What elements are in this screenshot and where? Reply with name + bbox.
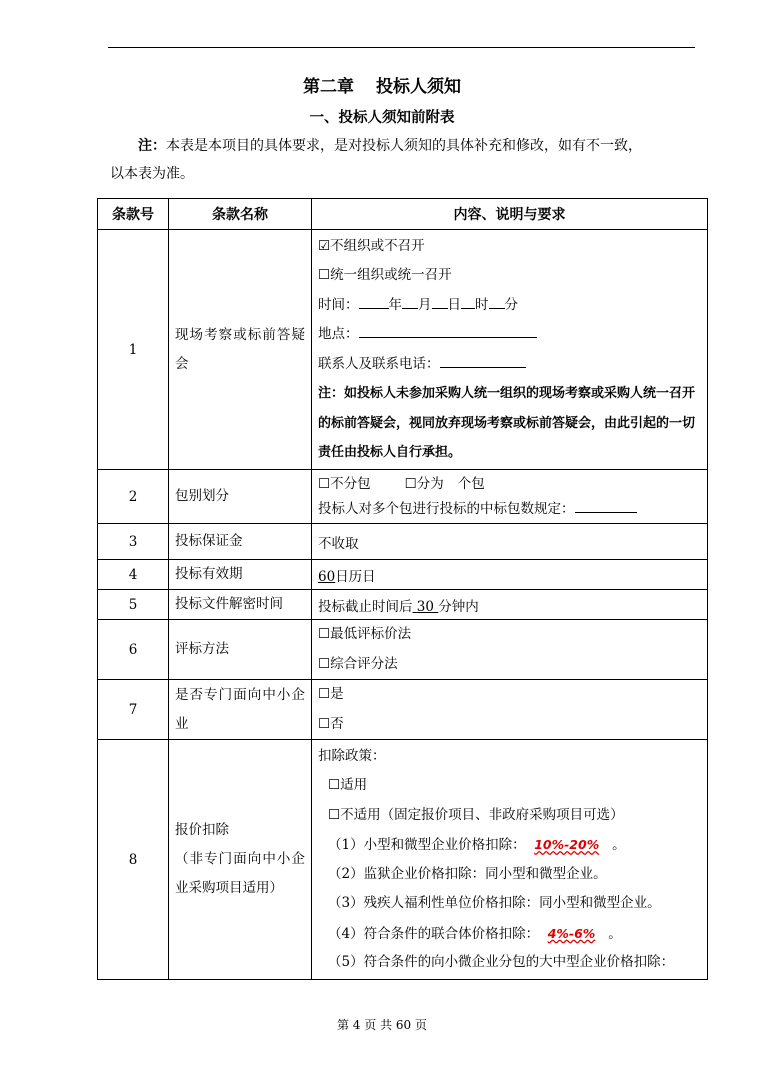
place-line: 地点： [318,320,703,350]
checkbox-option: ☑不组织或不召开 [318,237,425,254]
table-row [98,230,708,470]
header-content: 内容、说明与要求 [312,199,708,230]
clause-name: 评标方法 [169,620,312,680]
table-row [98,590,708,620]
attendance-note: 注：如投标人未参加采购人统一组织的现场考察或采购人统一召开的标前答疑会，视同放弃现场考察或标前答疑会，由此引起的一切责任由投标人自行承担。 [318,386,696,460]
table-row [98,524,708,560]
clause-number: 4 [98,560,169,590]
clause-number: 5 [98,590,169,620]
clause-content [312,230,708,470]
section-title: 一、投标人须知前附表 [309,110,455,126]
policy-label: 扣除政策： [318,747,386,764]
table-header-row [98,199,708,230]
bidder-instructions-table [97,198,708,980]
clause-content: 投标截止时间后 30 分钟内 [312,590,708,620]
checkbox-option: ☐否 [318,715,344,732]
table-row [98,620,708,680]
checkbox-option: ☐不适用（固定报价项目、非政府采购项目可选） [328,806,624,823]
table-row [98,470,708,524]
header-clause-name: 条款名称 [169,199,312,230]
clause-number: 8 [98,740,169,980]
clause-name: 投标保证金 [169,524,312,560]
deduction-item-5: （5）符合条件的向小微企业分包的大中型企业价格扣除： [328,954,675,970]
contact-line: 联系人及联系电话： [318,350,703,380]
page-total: 60 [395,1018,412,1032]
clause-content [312,470,708,524]
page-footer: 第 4 页 共 60 页 [336,1018,428,1032]
header-clause-number: 条款号 [98,199,169,230]
checkbox-option: ☐最低评标价法 [318,626,412,642]
checkbox-option: ☐统一组织或统一召开 [318,267,452,283]
table-row [98,740,708,980]
clause-content: 60日历日 [312,560,708,590]
clause-name: 报价扣除 （非专门面向中小企业采购项目适用） [169,740,312,980]
clause-name: 是否专门面向中小企业 [169,680,312,740]
clause-number: 1 [98,230,169,470]
time-line: 时间： 年 月 日 时 分 [318,291,703,321]
table-row [98,680,708,740]
clause-name: 投标文件解密时间 [169,590,312,620]
deduction-item-2: （2）监狱企业价格扣除：同小型和微型企业。 [328,865,607,882]
deduction-item-4: （4）符合条件的联合体价格扣除： 4%-6% 。 [328,925,622,942]
checkbox-option: ☐是 [318,686,344,702]
checkbox-option: ☐适用 [328,777,368,793]
note-text-1: 本表是本项目的具体要求，是对投标人须知的具体补充和修改，如有不一致， [166,138,642,154]
deduction-rate-consortium: 4%-6% [547,925,596,941]
package-rule: 投标人对多个包进行投标的中标包数规定： [318,496,703,522]
deduction-rate-small: 10%-20% [534,837,600,852]
clause-number: 6 [98,620,169,680]
decrypt-minutes: 30 [416,598,434,615]
clause-number: 7 [98,680,169,740]
clause-name: 包别划分 [169,470,312,524]
page-number: 4 [352,1018,361,1032]
chapter-name: 投标人须知 [376,77,461,97]
package-options: ☐不分包 ☐分为 个包 [318,475,485,492]
note-text-2: 以本表为准。 [110,166,194,182]
chapter-title [0,72,764,97]
clause-name: 投标有效期 [169,560,312,590]
clause-number: 2 [98,470,169,524]
clause-number: 3 [98,524,169,560]
validity-days: 60 [318,568,336,585]
clause-content [312,740,708,980]
deduction-item-3: （3）残疾人福利性单位价格扣除：同小型和微型企业。 [328,895,661,911]
clause-name: 现场考察或标前答疑会 [169,230,312,470]
checkbox-option: ☐综合评分法 [318,655,398,672]
header-rule [108,47,695,48]
clause-content [312,620,708,680]
deduction-item-1: （1）小型和微型企业价格扣除： 10%-20% 。 [328,837,626,853]
clause-content [312,680,708,740]
note-label: 注： [138,138,166,154]
note-paragraph [110,132,695,188]
chapter-number: 第二章 [303,77,354,97]
clause-content: 不收取 [312,524,708,560]
table-row [98,560,708,590]
